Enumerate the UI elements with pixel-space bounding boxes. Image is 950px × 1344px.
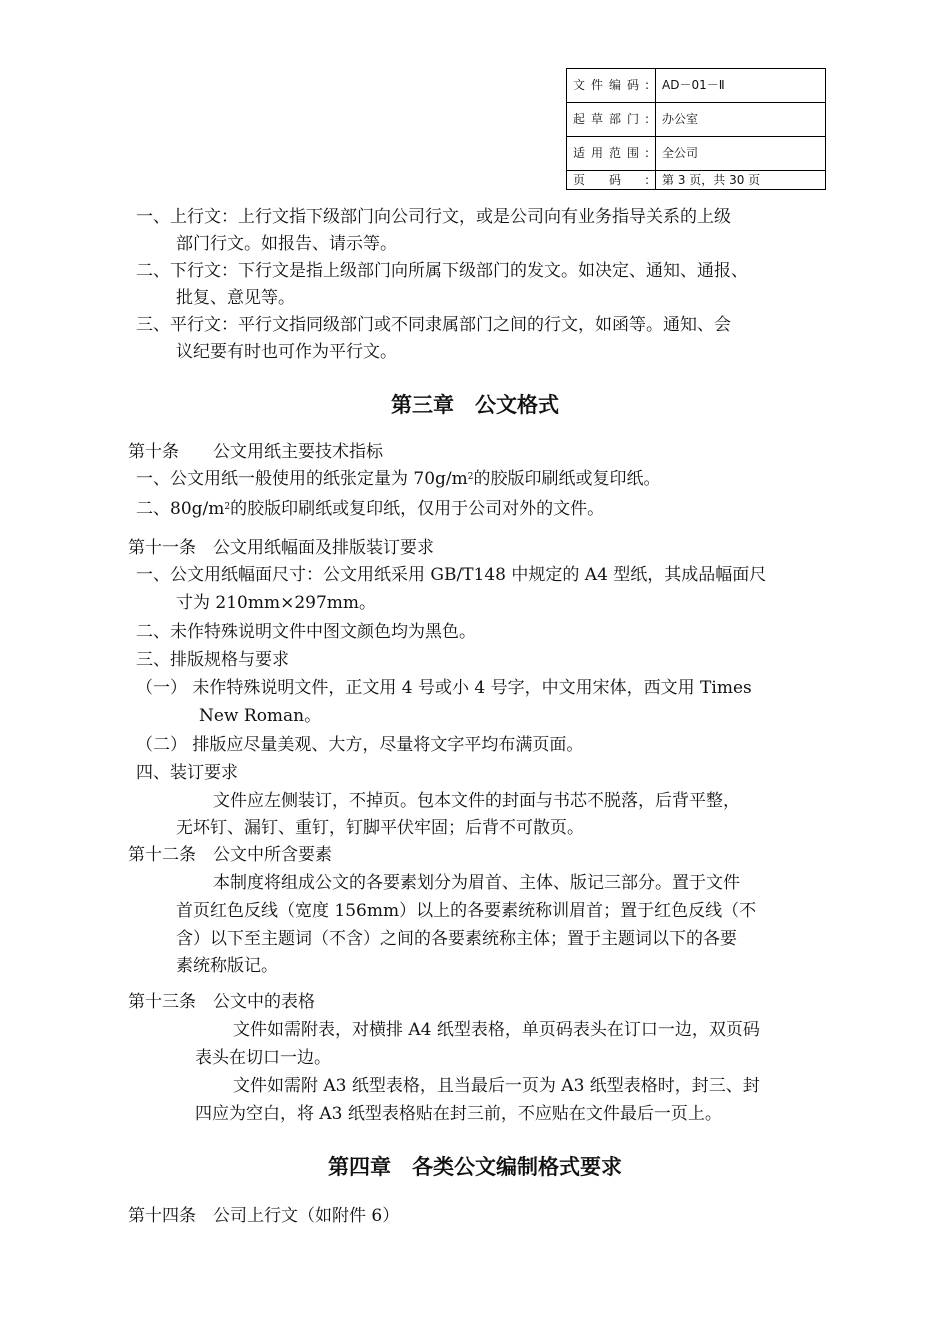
article-11-line: （一） 未作特殊说明文件，正文用 4 号或小 4 号字，中文用宋体，西文用 Times [136, 678, 752, 698]
article-10-item-2: 二、$80g/m^2$的胶版印刷纸或复印纸，仅用于公司对外的文件。 [136, 499, 605, 519]
scope-label: 适用范围: [567, 137, 656, 171]
article-10-item-1: 一、公文用纸一般使用的纸张定量为 $70g/m^2$的胶版印刷纸或复印纸。 [136, 469, 661, 489]
document-header-table [566, 68, 826, 190]
article-11-line: 一、公文用纸幅面尺寸：公文用纸采用 GB/T148 中规定的 A4 型纸，其成品幅面尺 [136, 565, 767, 585]
article-11-title: 第十一条 公文用纸幅面及排版装订要求 [128, 538, 434, 558]
doc-code-value: AD－01－Ⅱ [656, 69, 826, 103]
article-11-line: New Roman。 [199, 706, 322, 726]
doc-code-label: 文件编码: [567, 69, 656, 103]
page-number-label: 页码: [567, 171, 656, 190]
superscript: 2 [224, 502, 231, 512]
article-12-line: 本制度将组成公文的各要素划分为眉首、主体、版记三部分。置于文件 [213, 873, 740, 893]
article-13-line: 文件如需附 A3 纸型表格，且当最后一页为 A3 纸型表格时，封三、封 [233, 1076, 760, 1096]
chapter-3-heading: 第三章 公文格式 [391, 393, 559, 417]
intro-line: 二、下行文：下行文是指上级部门向所属下级部门的发文。如决定、通知、通报、 [136, 261, 748, 281]
article-11-line: 寸为 210mm×297mm。 [176, 593, 377, 613]
drafting-dept-label: 起草部门: [567, 103, 656, 137]
intro-line: 一、上行文：上行文指下级部门向公司行文，或是公司向有业务指导关系的上级 [136, 207, 731, 227]
scope-value: 全公司 [656, 137, 826, 171]
article-12-line: 素统称版记。 [176, 956, 278, 976]
article-14-title: 第十四条 公司上行文（如附件 6） [128, 1206, 400, 1226]
article-11-line: 文件应左侧装订，不掉页。包本文件的封面与书芯不脱落，后背平整， [213, 791, 740, 811]
article-12-line: 首页红色反线（宽度 156mm）以上的各要素统称训眉首；置于红色反线（不 [176, 901, 757, 921]
article-13-line: 四应为空白，将 A3 纸型表格贴在封三前，不应贴在文件最后一页上。 [195, 1104, 722, 1124]
chapter-4-heading: 第四章 各类公文编制格式要求 [328, 1155, 622, 1179]
article-10-title: 第十条 公文用纸主要技术指标 [128, 442, 383, 462]
article-12-line: 含）以下至主题词（不含）之间的各要素统称主体；置于主题词以下的各要 [176, 929, 737, 949]
article-12-title: 第十二条 公文中所含要素 [128, 845, 332, 865]
intro-line: 议纪要有时也可作为平行文。 [176, 342, 397, 362]
article-11-line: （二） 排版应尽量美观、大方，尽量将文字平均布满页面。 [136, 735, 584, 755]
article-13-line: 文件如需附表，对横排 A4 纸型表格，单页码表头在订口一边，双页码 [233, 1020, 760, 1040]
article-13-title: 第十三条 公文中的表格 [128, 992, 315, 1012]
drafting-dept-value: 办公室 [656, 103, 826, 137]
article-11-line: 无坏钉、漏钉、重钉，钉脚平伏牢固；后背不可散页。 [176, 818, 584, 838]
article-11-line: 四、装订要求 [136, 763, 238, 783]
superscript: 2 [467, 472, 474, 482]
article-13-line: 表头在切口一边。 [195, 1048, 331, 1068]
page-number-value: 第 3 页，共 30 页 [656, 171, 826, 190]
article-11-line: 三、排版规格与要求 [136, 650, 289, 670]
article-11-line: 二、未作特殊说明文件中图文颜色均为黑色。 [136, 622, 476, 642]
intro-line: 三、平行文：平行文指同级部门或不同隶属部门之间的行文，如函等。通知、会 [136, 315, 731, 335]
intro-line: 部门行文。如报告、请示等。 [176, 234, 397, 254]
intro-line: 批复、意见等。 [176, 288, 295, 308]
